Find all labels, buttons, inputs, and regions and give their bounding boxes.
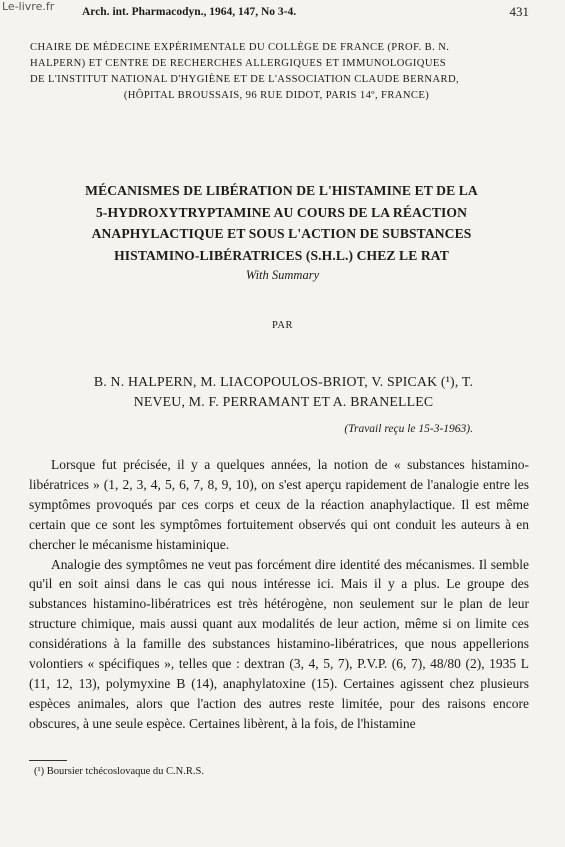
watermark: Le-livre.fr (2, 0, 55, 13)
affiliation (30, 40, 523, 104)
running-head (82, 2, 529, 20)
subtitle: With Summary (245, 268, 320, 282)
footnote-rule (29, 760, 67, 761)
affiliation-line: (HÔPITAL BROUSSAIS, 96 RUE DIDOT, PARIS 14º, FRANCE) (123, 90, 430, 101)
title-line: HISTAMINO-LIBÉRATRICES (S.H.L.) CHEZ LE RAT (114, 247, 449, 263)
affiliation-line: CHAIRE DE MÉDECINE EXPÉRIMENTALE DU COLLÈGE DE FRANCE (PROF. B. N. (30, 42, 450, 53)
par-label: PAR (272, 320, 293, 331)
body-text (29, 455, 529, 734)
title-line: 5-HYDROXYTRYPTAMINE AU COURS DE LA RÉACTION (95, 204, 467, 220)
footnote: (¹) Boursier tchécoslovaque du C.N.R.S. (34, 766, 204, 777)
title-line: ANAPHYLACTIQUE ET SOUS L'ACTION DE SUBSTANCES (91, 226, 472, 241)
article-title (28, 180, 535, 266)
author-line: NEVEU, M. F. PERRAMANT ET A. BRANELLEC (133, 394, 434, 409)
paragraph: Analogie des symptômes ne veut pas forcément dire identité des mécanismes. Il semble qu'il en soit ainsi dans le cas qui nous intéresse ici. Mais il y a plus. Le groupe des substances histamino-libératrices est très hétérogène, non seulement sur le plan de leur structure chimique, mais aussi quant aux modalités de leur action, même si on limite ces considérations à la famille des substances histamino-libératrices, que nous appellerions volontiers « spécifiques », telles que : dextran (3, 4, 5, 7), P.V.P. (6, 7), 48/80 (2), 1935 L (11, 12, 13), polymyxine B (14), anaphylatoxine (15). Certaines agissent chez plusieurs espèces animales, alors que l'action des autres reste limitée, pour des raisons encore obscures, à une seule espèce. Certaines libèrent, à la fois, de l'histamine (29, 556, 529, 731)
paragraph: Lorsque fut précisée, il y a quelques années, la notion de « substances histamino-libératrices » (1, 2, 3, 4, 5, 6, 7, 8, 9, 10), on s'est aperçu rapidement de l'analogie entre les symptômes provoqués par ces corps et ceux de la réaction anaphylactique. Il est même certain que ce sont les symptômes fortuitement observés qui ont conduit les auteurs à en chercher le mécanisme histaminique. (29, 457, 529, 552)
received-date: (Travail reçu le 15-3-1963). (344, 423, 473, 435)
author-list (38, 372, 529, 412)
title-line: MÉCANISMES DE LIBÉRATION DE L'HISTAMINE ET DE LA (85, 183, 478, 198)
affiliation-line: DE L'INSTITUT NATIONAL D'HYGIÈNE ET DE L'ASSOCIATION CLAUDE BERNARD, (30, 74, 460, 85)
journal-citation: Arch. int. Pharmacodyn., 1964, 147, No 3-4. (82, 6, 297, 18)
author-line: B. N. HALPERN, M. LIACOPOULOS-BRIOT, V. SPICAK (¹), T. (93, 374, 474, 389)
affiliation-line: HALPERN) ET CENTRE DE RECHERCHES ALLERGIQUES ET IMMUNOLOGIQUES (30, 58, 447, 69)
page-number: 431 (509, 4, 529, 19)
